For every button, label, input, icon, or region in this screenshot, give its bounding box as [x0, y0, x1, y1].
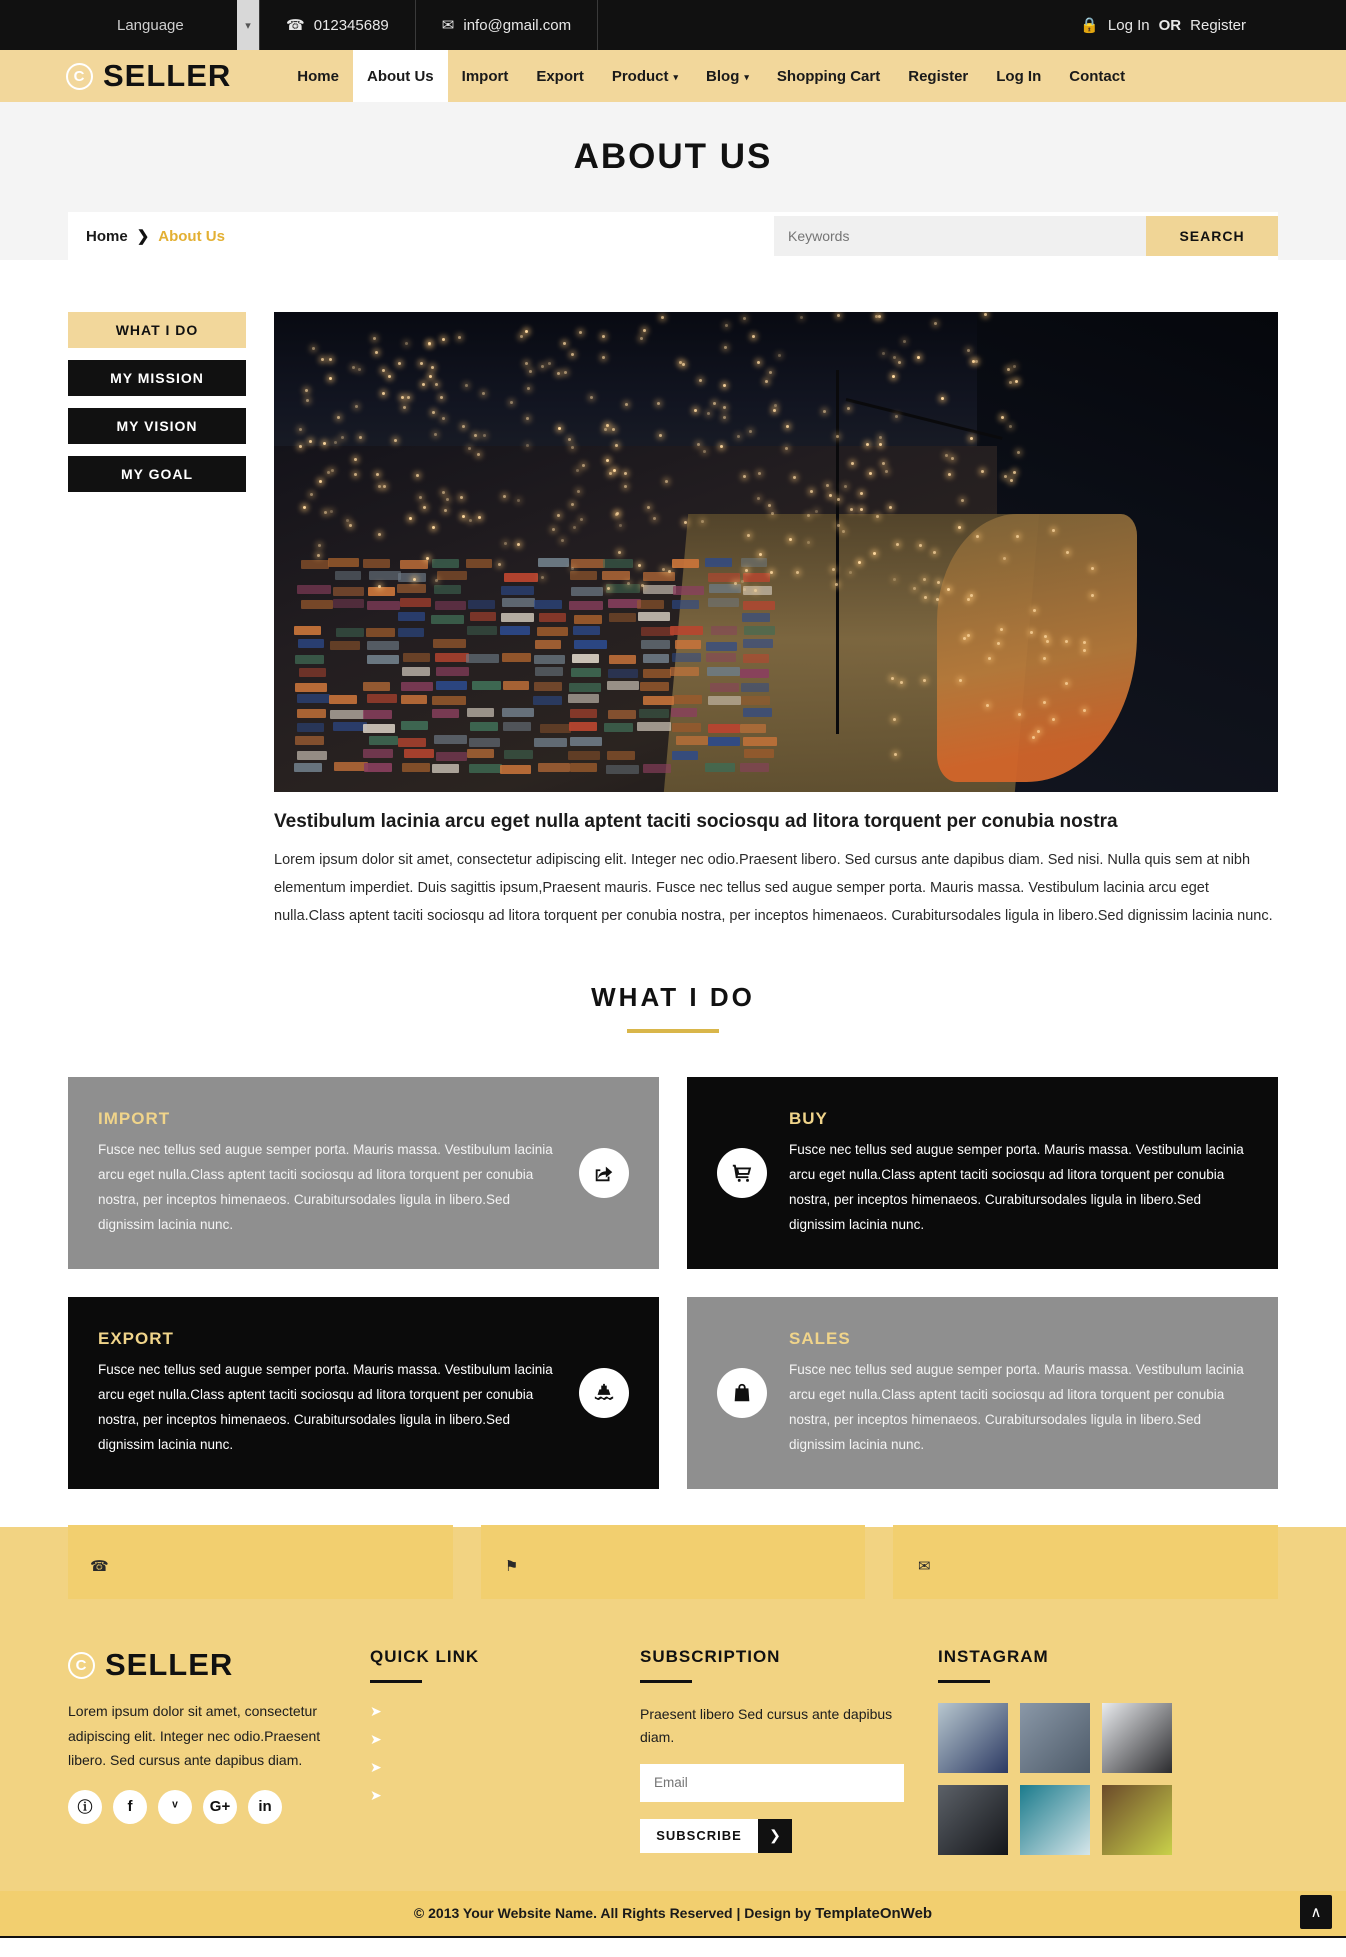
- breadcrumb: [86, 227, 225, 245]
- nav-item-product[interactable]: [598, 50, 692, 102]
- page-title-band: [0, 102, 1346, 212]
- main-content: [68, 260, 1278, 930]
- service-card-text: [98, 1109, 557, 1238]
- breadcrumb-home[interactable]: Home: [86, 227, 128, 245]
- auth-or-text: OR: [1158, 16, 1182, 34]
- footer-logo-text: SELLER: [105, 1647, 234, 1683]
- service-card-body: Fusce nec tellus sed augue semper porta. Mauris massa. Vestibulum lacinia arcu eget nulla.Class aptent taciti sociosqu ad litora torquent per conubia nostra, per inceptos himenaeos. Curabitursodales ligula in libero.Sed dignissim lacinia nunc.: [789, 1362, 1244, 1452]
- designer-name[interactable]: TemplateOnWeb: [815, 1905, 933, 1923]
- service-card-title: EXPORT: [98, 1329, 174, 1348]
- phone-info: [260, 0, 416, 50]
- footer-quick-link: [370, 1647, 606, 1855]
- copyright-mark-icon: C: [68, 1652, 95, 1679]
- about-tab-what-i-do[interactable]: WHAT I DO: [68, 312, 246, 348]
- arrow-right-icon: ➤: [370, 1759, 382, 1776]
- nav-item-label: Import: [461, 67, 509, 85]
- share-arrow-icon[interactable]: [579, 1148, 629, 1198]
- service-card-body: Fusce nec tellus sed augue semper porta. Mauris massa. Vestibulum lacinia arcu eget nulla.Class aptent taciti sociosqu ad litora torquent per conubia nostra, per inceptos himenaeos. Curabitursodales ligula in libero.Sed dignissim lacinia nunc.: [789, 1142, 1244, 1232]
- footer-about: [68, 1647, 336, 1855]
- port-night-photo: [274, 312, 1278, 792]
- nav-item-label: Home: [297, 67, 339, 85]
- nav-item-register[interactable]: [894, 50, 982, 102]
- lock-icon: 🔒: [1080, 16, 1099, 34]
- email-address: info@gmail.com: [463, 16, 572, 34]
- ig-sneakers[interactable]: [1102, 1785, 1172, 1855]
- service-card-body: Fusce nec tellus sed augue semper porta. Mauris massa. Vestibulum lacinia arcu eget nulla.Class aptent taciti sociosqu ad litora torquent per conubia nostra, per inceptos himenaeos. Curabitursodales ligula in libero.Sed dignissim lacinia nunc.: [98, 1142, 553, 1232]
- service-card-import: [68, 1077, 659, 1269]
- service-card-title: IMPORT: [98, 1109, 171, 1128]
- nav-item-import[interactable]: [448, 50, 523, 102]
- service-card-body: Fusce nec tellus sed augue semper porta. Mauris massa. Vestibulum lacinia arcu eget nulla.Class aptent taciti sociosqu ad litora torquent per conubia nostra, per inceptos himenaeos. Curabitursodales ligula in libero.Sed dignissim lacinia nunc.: [98, 1362, 553, 1452]
- shopping-bag-icon[interactable]: [717, 1368, 767, 1418]
- login-link[interactable]: Log In: [1107, 16, 1150, 34]
- social-links: [68, 1790, 336, 1824]
- service-card-buy: [687, 1077, 1278, 1269]
- map-pin-icon: ⚑: [504, 1558, 519, 1576]
- auth-links: [1080, 0, 1346, 50]
- nav-item-label: Register: [908, 67, 969, 85]
- chevron-down-icon: ▾: [744, 71, 749, 82]
- nav-item-contact[interactable]: [1055, 50, 1139, 102]
- subscription-heading: SUBSCRIPTION: [640, 1647, 781, 1667]
- phone-icon: ☎: [286, 16, 305, 34]
- quick-link-item: [370, 1703, 606, 1720]
- site-logo-text: SELLER: [103, 58, 232, 93]
- nav-item-about-us[interactable]: [353, 50, 448, 102]
- phone-icon: ☎: [90, 1558, 109, 1576]
- footer-logo[interactable]: [68, 1647, 336, 1683]
- service-cards: [68, 1077, 1278, 1489]
- nav-item-label: Blog: [706, 67, 740, 85]
- contact-strip: [68, 1525, 1278, 1599]
- footer-description: Lorem ipsum dolor sit amet, consectetur adipiscing elit. Integer nec odio.Praesent libero. Sed cursus ante dapibus diam.: [68, 1703, 321, 1768]
- heading-underline: [627, 1029, 719, 1033]
- top-utility-bar: [0, 0, 1346, 50]
- copyright-bar: [0, 1891, 1346, 1938]
- envelope-icon: ✉: [441, 16, 455, 34]
- about-tabs: [68, 312, 246, 930]
- about-content: [274, 312, 1278, 930]
- nav-item-label: About Us: [366, 67, 434, 85]
- nav-item-label: Product: [611, 67, 669, 85]
- subscription-text: Praesent libero Sed cursus ante dapibus diam.: [640, 1706, 893, 1746]
- nav-item-label: Contact: [1069, 67, 1126, 85]
- search-input[interactable]: [774, 216, 1146, 256]
- page-title: ABOUT US: [573, 137, 773, 176]
- copyright-text: © 2013 Your Website Name. All Rights Reserved | Design by TemplateOnWeb: [413, 1905, 933, 1923]
- service-card-sales: [687, 1297, 1278, 1489]
- arrow-right-icon: ➤: [370, 1731, 382, 1748]
- search-button[interactable]: SEARCH: [1146, 216, 1278, 256]
- service-card-title: BUY: [789, 1109, 828, 1128]
- arrow-right-icon: ➤: [370, 1787, 382, 1804]
- quick-link-item: [370, 1787, 606, 1804]
- arrow-right-icon: ❯: [758, 1819, 792, 1853]
- nav-item-label: Shopping Cart: [776, 67, 881, 85]
- about-tab-my-vision[interactable]: MY VISION: [68, 408, 246, 444]
- service-card-text: [789, 1329, 1248, 1458]
- service-card-text: [98, 1329, 557, 1458]
- subscribe-button-label: SUBSCRIBE: [640, 1819, 758, 1853]
- chevron-right-icon: ❯: [136, 228, 150, 245]
- nav-item-label: Export: [536, 67, 584, 85]
- google-plus-icon[interactable]: G+: [203, 1790, 237, 1824]
- language-select[interactable]: [104, 0, 260, 50]
- about-tab-my-goal[interactable]: MY GOAL: [68, 456, 246, 492]
- phone-number: 012345689: [313, 16, 389, 34]
- contact-box: [893, 1525, 1278, 1599]
- footer-instagram: [938, 1647, 1278, 1855]
- ship-icon[interactable]: [579, 1368, 629, 1418]
- register-link[interactable]: Register: [1190, 16, 1246, 34]
- service-card-text: [789, 1109, 1248, 1238]
- nav-item-export[interactable]: [522, 50, 598, 102]
- email-info: [416, 0, 598, 50]
- ig-smartphone[interactable]: [938, 1785, 1008, 1855]
- heading-underline: [370, 1680, 422, 1683]
- service-card-export: [68, 1297, 659, 1489]
- nav-item-home[interactable]: [283, 50, 353, 102]
- main-navbar: [0, 50, 1346, 102]
- quick-link-item: [370, 1759, 606, 1776]
- linkedin-icon[interactable]: in: [248, 1790, 282, 1824]
- chevron-down-icon[interactable]: ▾: [237, 0, 259, 50]
- quick-link-heading: QUICK LINK: [370, 1647, 480, 1667]
- instagram-heading: INSTAGRAM: [938, 1647, 1049, 1667]
- ig-ring-light[interactable]: [1020, 1785, 1090, 1855]
- contact-box: [481, 1525, 866, 1599]
- footer-subscription: [640, 1647, 904, 1855]
- ig-makeup-brush[interactable]: [938, 1703, 1008, 1773]
- article-body: Lorem ipsum dolor sit amet, consectetur adipiscing elit. Integer nec odio.Praesent libero. Sed cursus ante dapibus diam. Sed nisi. Nulla quis sem at nibh elementum imperdiet. Duis sagittis ipsum,Praesent mauris. Fusce nec tellus sed augue semper porta. Mauris massa. Vestibulum lacinia arcu eget nulla.Class aptent taciti sociosqu ad litora torquent per conubia nostra, per inceptos himenaeos. Curabitursodales ligula in libero.Sed dignissim lacinia nunc.: [274, 851, 1273, 925]
- heading-underline: [640, 1680, 692, 1683]
- nav-links: [283, 50, 1139, 102]
- twitter-icon[interactable]: ᵛ: [158, 1790, 192, 1824]
- breadcrumb-band: [0, 212, 1346, 260]
- rss-icon[interactable]: ⓘ: [68, 1790, 102, 1824]
- ig-smart-watch[interactable]: [1102, 1703, 1172, 1773]
- contact-box: [68, 1525, 453, 1599]
- subscribe-email-input[interactable]: [640, 1764, 904, 1802]
- back-to-top-button[interactable]: ∧: [1300, 1895, 1332, 1929]
- shopping-cart-icon[interactable]: [717, 1148, 767, 1198]
- arrow-right-icon: ➤: [370, 1703, 382, 1720]
- quick-link-list: [370, 1703, 606, 1804]
- service-card-title: SALES: [789, 1329, 851, 1348]
- what-i-do-header: [68, 982, 1278, 1033]
- subscribe-button[interactable]: [640, 1819, 792, 1853]
- site-logo[interactable]: [66, 50, 283, 102]
- nav-item-label: Log In: [996, 67, 1042, 85]
- nav-item-shopping-cart[interactable]: [763, 50, 894, 102]
- chevron-down-icon: ▾: [673, 71, 679, 82]
- nav-item-log-in[interactable]: [982, 50, 1055, 102]
- language-select-label: Language: [117, 16, 184, 34]
- about-tab-my-mission[interactable]: MY MISSION: [68, 360, 246, 396]
- article-title: Vestibulum lacinia arcu eget nulla aptent taciti sociosqu ad litora torquent per conubia nostra: [274, 811, 1118, 832]
- instagram-grid: [938, 1703, 1278, 1855]
- search-form: [774, 216, 1278, 256]
- breadcrumb-current: About Us: [158, 227, 225, 245]
- what-i-do-heading: WHAT I DO: [591, 982, 755, 1013]
- quick-link-item: [370, 1731, 606, 1748]
- nav-item-blog[interactable]: [692, 50, 763, 102]
- envelope-icon: ✉: [918, 1558, 931, 1576]
- ig-denim-jacket[interactable]: [1020, 1703, 1090, 1773]
- facebook-icon[interactable]: f: [113, 1790, 147, 1824]
- copyright-mark-icon: C: [66, 63, 93, 90]
- heading-underline: [938, 1680, 990, 1683]
